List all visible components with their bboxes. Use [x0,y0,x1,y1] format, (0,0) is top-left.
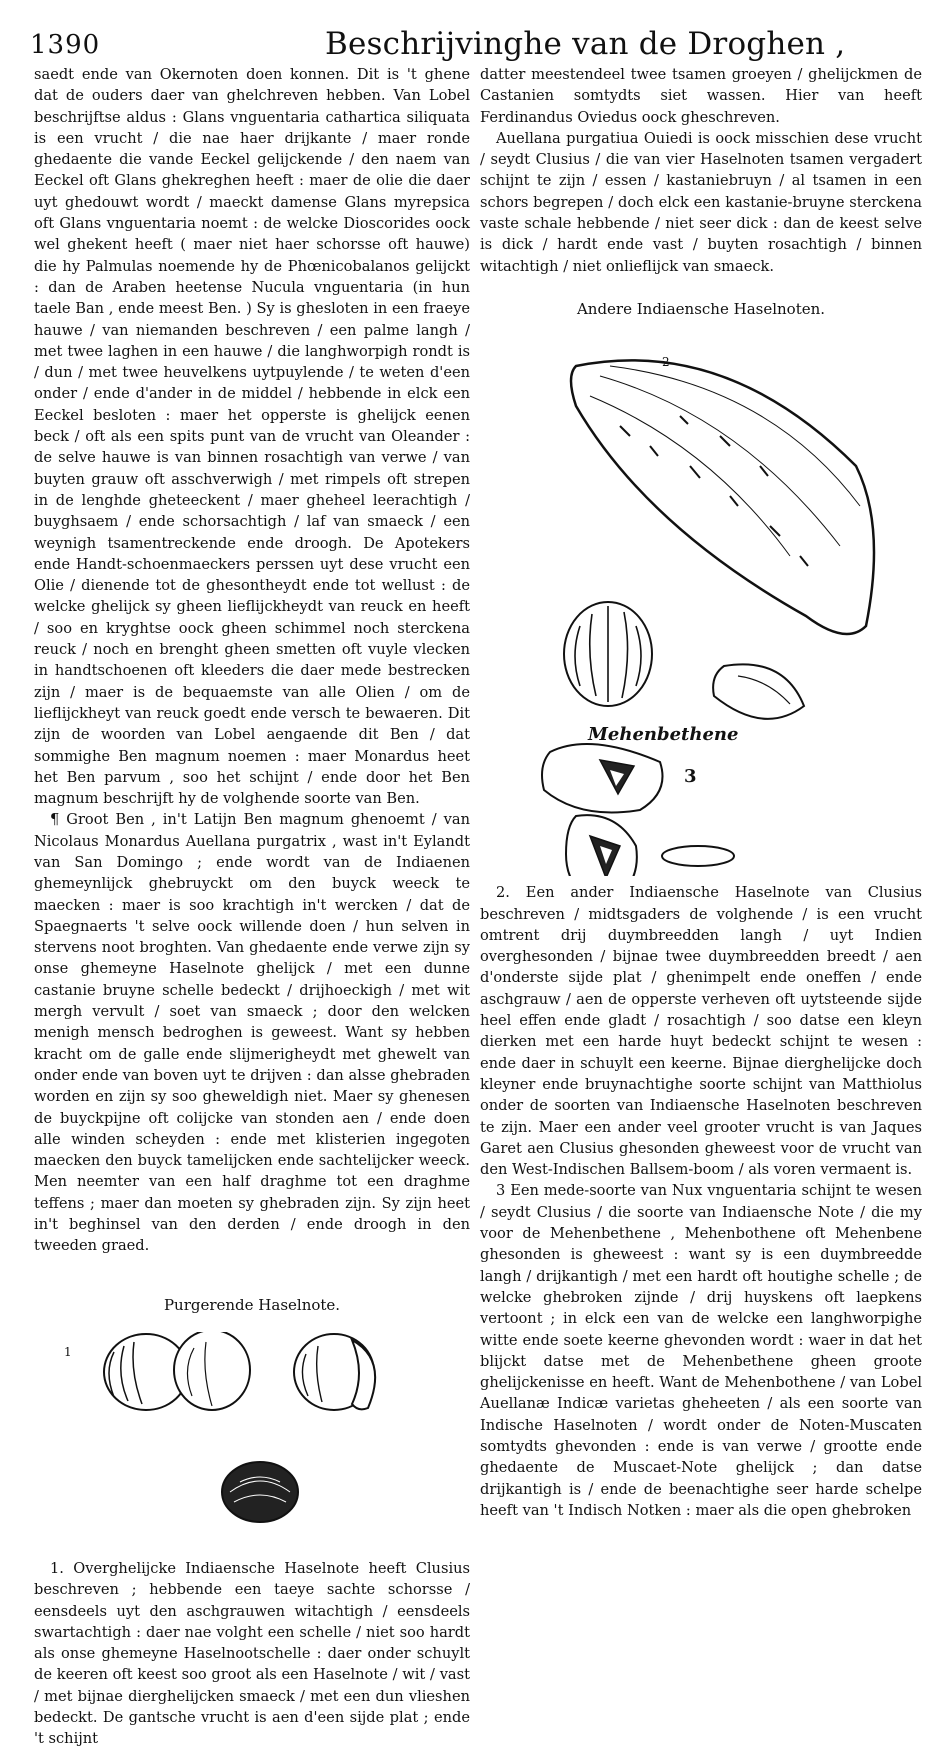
figure-indiaensche-haselnoten [480,336,922,876]
body-paragraph: datter meestendeel twee tsamen groeyen / ghelijckmen de Castanien somtydts siet wassen. Hier van heeft Ferdinandus Oviedus oock gheschreven. [480,66,922,126]
split-nut-right-icon [294,1334,375,1410]
body-paragraph: saedt ende van Okernoten doen konnen. Dit is 't ghene dat de ouders daer van ghelchreven hebben. Van Lobel beschrijftse aldus : Glans vnguentaria cathartica siliquata is een vrucht / die nae haer drijkante / maer ronde ghedaente die vande Eeckel gelijckende / den naem van Eeckel oft Glans ghekreghen heeft : maer de olie die daer uyt ghedouwt wordt / maeckt damense Glans myrepsica oft Glans vnguentaria noemt : de welcke Dioscorides oock wel ghekent heeft ( maer niet haer schorsse oft hauwe) die hy Palmulas noemende hy de Phœnicobalanos gelijckt : dan de Araben heetense Nucula vnguentaria (in hun taele Ban , ende meest Ben. ) Sy is ghesloten in een fraeye hauwe / van niemanden beschreven / een palme langh / met twee laghen in een hauwe / die langhworpigh rondt is / dun / met twee heuvelkens uytpuylende / te weten d'een onder / ende d'ander in de middel / hebbende in elck een Eeckel besloten : maer het opperste is ghelijck eenen beck / oft als een spits punt van de vrucht van Oleander : de selve hauwe is van binnen rosachtigh van verwe / van buyten grauw oft asschverwigh / met rimpels oft strepen in de lenghde gheteeckent / maer gheheel leerachtigh / buyghsaem / ende schorsachtigh / laf van smaeck / een weynigh tsamentreckende ende droogh. De Apotekers ende Handt-schoenmaeckers perssen uyt dese vrucht een Olie / dienende tot de ghesontheydt ende tot wellust : de welcke ghelijck sy gheen lieflijckheydt van reuck en heeft / soo en kryghtse oock gheen schimmel noch sterckena reuck / noch en brenght gheen smetten oft vuyle vlecken in handtschoenen oft kleeders die daer mede bestrecken zijn / maer is de bequaemste van alle Olien / om de lieflijckheyt van reuck goedt ende versch te bewaeren. Dit zijn de woorden van Lobel aengaende dit Ben / dat sommighe Ben magnum noemen : maer Monardus heet het Ben parvum , soo het schijnt / ende door het Ben magnum beschrijft hy de volghende soorte van Ben. [34,66,470,808]
large-nut-icon [571,361,874,635]
figure-label: Mehenbethene [588,724,739,746]
figure-caption: Purgerende Haselnote. [163,1295,341,1314]
body-paragraph: 2. Een ander Indiaensche Haselnote van Clusius beschreven / midtsgaders de volghende / is een vrucht omtrent drij duymbreedden langh / uyt Indien overghesonden / bijnae twee duymbreedden breedt / aen d'onderste sijde plat / ghenimpelt ende oneffen / ende aschgrauw / aen de opperste verheven oft uytsteende sijde heel effen ende gladt / rosachtigh / soo datse een kleyn dierken met een harde huyt bedeckt schijnt te wesen : ende daer in schuylt een keerne. Bijnae dierghelijcke doch kleyner ende bruynachtighe soorte schijnt van Matthiolus onder de soorten van Indiaensche Haselnoten beschreven te zijn. Maer een ander veel grooter vrucht is van Jaques Garet aen Clusius ghesonden gheweest voor de vrucht van den West-Indischen Ballsem-boom / als voren vermaent is. [480,884,922,1179]
triangular-section-icon [542,744,663,813]
hazelnut-illustration [34,1332,470,1528]
body-paragraph: 3 Een mede-soorte van Nux vnguentaria schijnt te wesen / seydt Clusius / die soorte van Indiaensche Note / die my voor de Mehenbethene , Mehenbothene oft Mehenbene ghesonden is gheweest : want sy is een duymbreedde langh / drijkantigh / met een hardt oft houtighe schelle ; de welcke ghebroken zijnde / drij huyskens oft laepkens vertoont ; in elck een van de welcke een langhworpighe witte ende soete keerne ghevonden wordt : waer in dat het blijckt datse met de Mehenbethene gheen groote ghelijckenisse en heeft. Want de Mehenbothene / van Lobel Auellanæ Indicæ varietas gheheeten / als een soorte van Indische Haselnoten / wordt onder de Noten-Muscaten somtydts ghevonden : ende is van verwe / grootte ende ghedaente de Muscaet-Note ghelijck ; dan datse drijkantigh is / ende de beenachtighe seer harde schelpe heeft van 't Indisch Notken : maer als die open ghebroken [480,1182,922,1519]
kernel-icon [222,1462,298,1522]
page-number: 1390 [30,30,101,60]
right-column [480,64,922,1521]
small-nut-icon [713,665,804,720]
split-nut-left-icon [104,1332,250,1410]
page-header [30,20,930,70]
figure-number: 1 [64,1344,72,1359]
running-title: Beschrijvinghe van de Droghen , [325,26,846,62]
seed-icon [662,846,734,866]
body-paragraph: Auellana purgatiua Ouiedi is oock misschien dese vrucht / seydt Clusius / die van vier Haselnoten tsamen vergadert schijnt te zijn / essen / kastaniebruyn / al tsamen in een schors begrepen / doch elck een kastanie-bruyne sterckena vaste schale hebbende / niet seer dick : dan de keest selve is dick / hardt ende vast / buyten rosachtigh / binnen witachtigh / niet onlieflijck van smaeck. [480,129,922,275]
body-paragraph: ¶ Groot Ben , in't Latijn Ben magnum ghenoemt / van Nicolaus Monardus Auellana purgatrix , wast in't Eylandt van San Domingo ; ende wordt van de Indiaenen ghemeynlijck ghebruyckt om den buyck weeck te maecken : maer is soo krachtigh in't wercken / dat de Spaegnaerts 't selve oock willende doen / hun selven in stervens noot broghten. Van ghedaente ende verwe zijn sy onse ghemeyne Haselnote ghelijck / met een dunne castanie bruyne schelle bedeckt / drijhoeckigh / met wit mergh vervult / soet van smaeck ; door den welcken menigh mensch bedroghen is geweest. Want sy hebben kracht om de galle ende slijmerigheydt met ghewelt van onder ende van boven uyt te drijven : dan alsse ghebraden worden en zijn sy soo gheweldigh niet. Maer sy ghenesen de buyckpijne oft colijcke van stonden aen / ende doen alle winden scheyden : ende met klisterien ingegoten maecken den buyck tamelijcken ende sachtelijcker weeck. Men neemter van een half draghme tot een draghme teffens ; maer dan moeten sy ghebraden zijn. Sy zijn heet in't beghinsel van den derden / ende droogh in den tweeden graed. [34,811,470,1255]
round-nut-icon [564,602,652,706]
figure-number: 3 [684,766,697,788]
indian-hazelnut-illustration [480,336,922,876]
left-column [34,64,470,1750]
triangular-section-lower-icon [566,815,637,876]
figure-number: 2 [662,355,670,370]
figure-caption: Andere Indiaensche Haselnoten. [576,299,826,318]
figure-purgerende-haselnote [34,1332,470,1528]
body-paragraph: 1. Overghelijcke Indiaensche Haselnote heeft Clusius beschreven ; hebbende een taeye sachte schorsse / eensdeels uyt den aschgrauwen witachtigh / eensdeels swartachtigh : daer nae volght een schelle / niet soo hardt als onse ghemeyne Haselnootschelle : daer onder schuylt de keeren oft keest soo groot als een Haselnote / wit / vast / met bijnae dierghelijcken smaeck / met een dun vlieshen bedeckt. De gantsche vrucht is aen d'een sijde plat ; ende 't schijnt [34,1559,470,1748]
